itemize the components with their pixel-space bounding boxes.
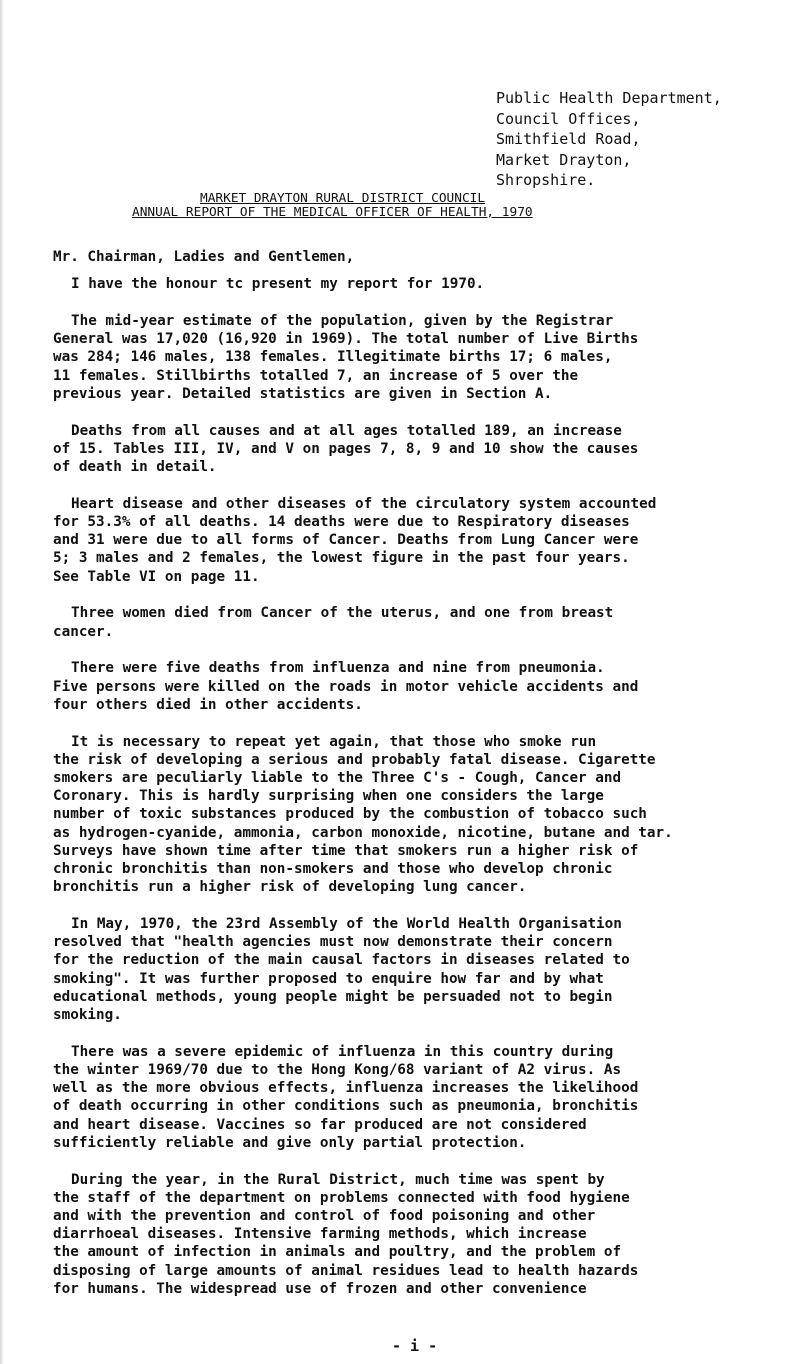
paragraph-line: of death occurring in other conditions such as pneumonia, bronchitis bbox=[53, 1098, 639, 1115]
paragraph-line: Heart disease and other diseases of the circulatory system accounted bbox=[71, 495, 657, 512]
paragraph-line: smoking. bbox=[53, 1007, 122, 1024]
address-line: Smithfield Road, bbox=[496, 130, 641, 148]
paragraph-line: and 31 were due to all forms of Cancer. Deaths from Lung Cancer were bbox=[53, 532, 639, 549]
page-number: - i - bbox=[392, 1337, 438, 1355]
address-line: Council Offices, bbox=[496, 109, 641, 128]
paragraph-line: the winter 1969/70 due to the Hong Kong/68 variant of A2 virus. As bbox=[53, 1062, 622, 1079]
paragraph-line: smokers are peculiarly liable to the Three C's - Cough, Cancer and bbox=[53, 770, 622, 787]
paragraph-line: diarrhoeal diseases. Intensive farming methods, which increase bbox=[53, 1226, 587, 1243]
paragraph-line: for humans. The widespread use of frozen and other convenience bbox=[53, 1280, 587, 1297]
paragraph-line: of 15. Tables III, IV, and V on pages 7, 8, 9 and 10 show the causes bbox=[53, 440, 639, 457]
paragraph-line: In May, 1970, the 23rd Assembly of the World Health Organisation bbox=[71, 916, 622, 933]
council-title: MARKET DRAYTON RURAL DISTRICT COUNCIL bbox=[200, 191, 486, 206]
paragraph-line: Three women died from Cancer of the uterus, and one from breast bbox=[71, 605, 614, 622]
report-paragraph bbox=[53, 1043, 801, 1152]
paragraph-line: 11 females. Stillbirths totalled 7, an increase of 5 over the bbox=[53, 367, 579, 384]
paragraph-line: number of toxic substances produced by the combustion of tobacco such bbox=[53, 806, 647, 823]
paragraph-line: and heart disease. Vaccines so far produced are not considered bbox=[53, 1116, 587, 1133]
paragraph-line: General was 17,020 (16,920 in 1969). The total number of Live Births bbox=[53, 331, 639, 348]
paragraph-line: cancer. bbox=[53, 623, 114, 640]
paragraph-line: Deaths from all causes and at all ages totalled 189, an increase bbox=[71, 422, 622, 439]
paragraph-line: There was a severe epidemic of influenza in this country during bbox=[71, 1043, 614, 1060]
report-paragraph bbox=[53, 312, 801, 403]
address-line: Market Drayton, bbox=[496, 150, 632, 169]
report-paragraph bbox=[53, 1171, 801, 1298]
paragraph-line: and with the prevention and control of food poisoning and other bbox=[53, 1208, 596, 1225]
paragraph-line: There were five deaths from influenza and nine from pneumonia. bbox=[71, 660, 605, 677]
report-paragraph bbox=[53, 915, 801, 1024]
paragraph-line: for 53.3% of all deaths. 14 deaths were due to Respiratory diseases bbox=[53, 514, 630, 531]
paragraph-line: four others died in other accidents. bbox=[53, 696, 363, 713]
paragraph-line: was 284; 146 males, 138 females. Illegitimate births 17; 6 males, bbox=[53, 349, 613, 366]
paragraph-line: well as the more obvious effects, influenza increases the likelihood bbox=[53, 1080, 639, 1097]
paragraph-line: resolved that "health agencies must now demonstrate their concern bbox=[53, 934, 613, 951]
address-line: Shropshire. bbox=[496, 171, 596, 189]
paragraph-line: It is necessary to repeat yet again, that those who smoke run bbox=[71, 733, 597, 750]
report-paragraph bbox=[53, 275, 801, 293]
paragraph-line: the staff of the department on problems connected with food hygiene bbox=[53, 1189, 630, 1206]
paragraph-line: I have the honour tc present my report for 1970. bbox=[71, 276, 485, 293]
paragraph-line: as hydrogen-cyanide, ammonia, carbon monoxide, nicotine, butane and tar. bbox=[53, 824, 673, 841]
paragraph-line: disposing of large amounts of animal residues lead to health hazards bbox=[53, 1262, 639, 1279]
scan-edge bbox=[0, 0, 4, 1364]
paragraph-line: Coronary. This is hardly surprising when one considers the large bbox=[53, 788, 604, 805]
paragraph-line: the amount of infection in animals and poultry, and the problem of bbox=[53, 1244, 622, 1261]
paragraph-line: bronchitis run a higher risk of developing lung cancer. bbox=[53, 879, 527, 896]
paragraph-line: educational methods, young people might be persuaded not to begin bbox=[53, 988, 613, 1005]
sender-address bbox=[496, 88, 722, 191]
paragraph-line: of death in detail. bbox=[53, 459, 217, 476]
paragraph-line: the risk of developing a serious and probably fatal disease. Cigarette bbox=[53, 751, 656, 768]
report-body bbox=[53, 248, 801, 1317]
salutation: Mr. Chairman, Ladies and Gentlemen, bbox=[53, 249, 355, 265]
paragraph-line: 5; 3 males and 2 females, the lowest figure in the past four years. bbox=[53, 550, 630, 567]
report-paragraph bbox=[53, 659, 801, 714]
paragraph-line: See Table VI on page 11. bbox=[53, 568, 260, 585]
paragraph-line: sufficiently reliable and give only partial protection. bbox=[53, 1134, 527, 1151]
paragraph-line: smoking". It was further proposed to enquire how far and by what bbox=[53, 970, 604, 987]
paragraph-line: Five persons were killed on the roads in motor vehicle accidents and bbox=[53, 678, 639, 695]
report-title: ANNUAL REPORT OF THE MEDICAL OFFICER OF HEALTH, 1970 bbox=[132, 205, 533, 220]
address-line: Public Health Department, bbox=[496, 89, 722, 107]
paragraph-line: Surveys have shown time after time that smokers run a higher risk of bbox=[53, 842, 639, 859]
report-paragraph bbox=[53, 422, 801, 477]
report-paragraph bbox=[53, 604, 801, 640]
paragraph-line: previous year. Detailed statistics are given in Section A. bbox=[53, 385, 553, 402]
paragraph-line: During the year, in the Rural District, much time was spent by bbox=[71, 1171, 605, 1188]
report-paragraph bbox=[53, 495, 801, 586]
paragraph-line: chronic bronchitis than non-smokers and those who develop chronic bbox=[53, 861, 613, 878]
paragraph-line: for the reduction of the main causal factors in diseases related to bbox=[53, 952, 630, 969]
paragraph-line: The mid-year estimate of the population, given by the Registrar bbox=[71, 313, 614, 329]
report-paragraph bbox=[53, 733, 801, 897]
